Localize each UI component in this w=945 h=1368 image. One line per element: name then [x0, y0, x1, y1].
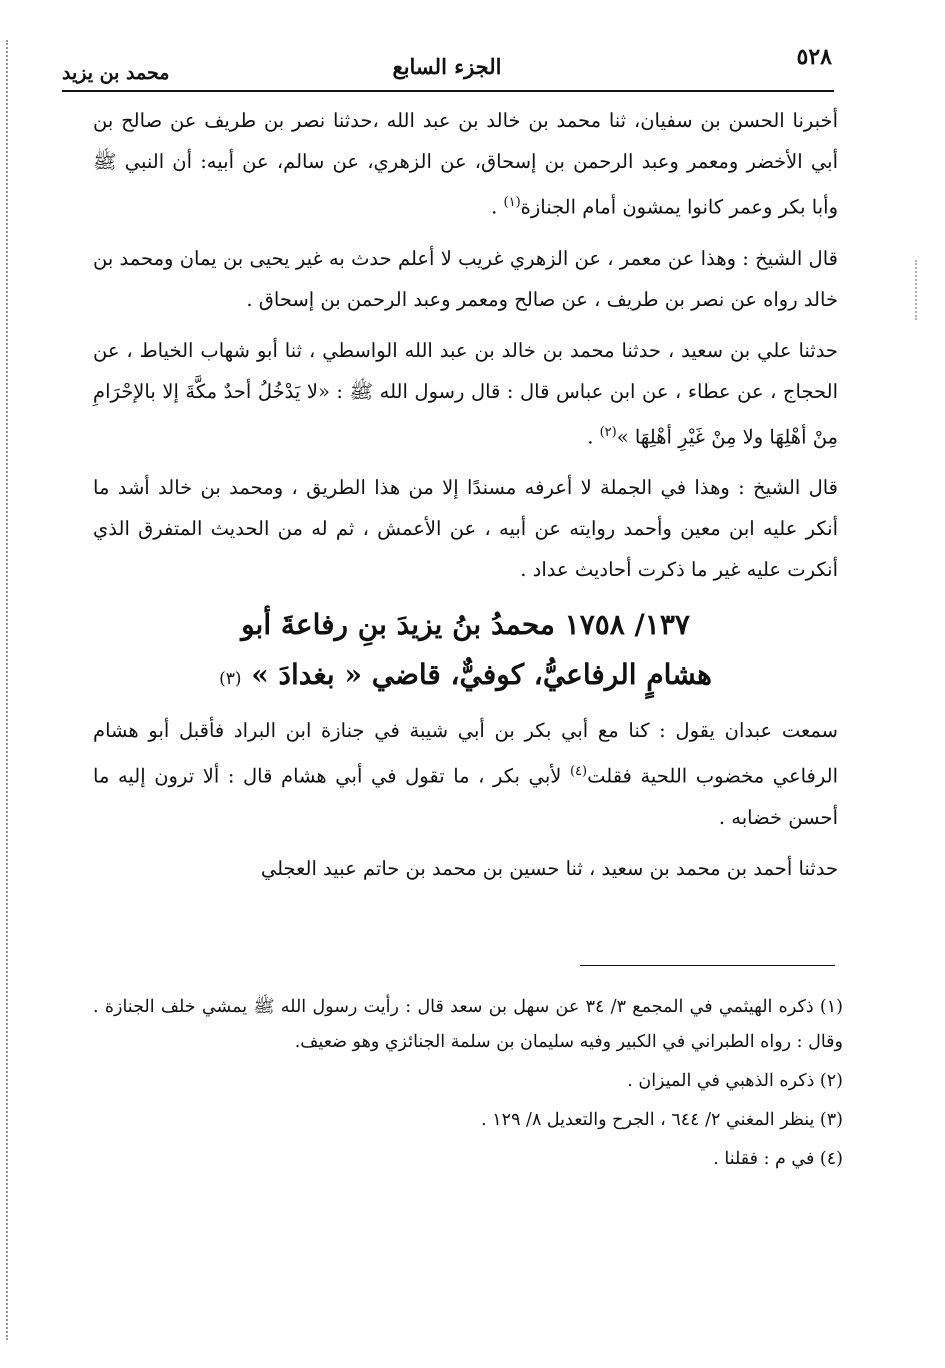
- footnote-marker: (٤): [569, 764, 588, 779]
- header-rule: [62, 90, 834, 92]
- footnote: (٢) ذكره الذهبي في الميزان .: [627, 1071, 843, 1091]
- paragraph-text: قال الشيخ : وهذا في الجملة لا أعرفه مسندًا إلا من هذا الطريق ، ومحمد بن خالد أشد ما أنكر عليه ابن معين وأحمد روايته عن أبيه ، عن الأعمش ، ثم له من الحديث المتفرق الذي أنكرت عليه غير ما ذكرت أحاديث عداد .: [93, 476, 838, 581]
- main-text: [93, 100, 838, 899]
- running-title: الجزء السابع: [392, 54, 502, 79]
- scan-edge-right: [915, 260, 917, 320]
- footnote: (٤) في م : فقلنا .: [713, 1149, 843, 1169]
- entry-heading-line-2: [93, 650, 838, 704]
- page-header: [62, 42, 832, 88]
- paragraph: [93, 238, 838, 320]
- paragraph-text: حدثنا علي بن سعيد ، حدثنا محمد بن خالد بن عبد الله الواسطي ، ثنا أبو شهاب الخياط ، عن الحجاج ، عن عطاء ، عن ابن عباس قال : قال رسول الله ﷺ : «لا يَدْخُلُ أحدٌ مكَّةَ إلا بالإحْرَامِ مِنْ أهْلِهَا ولا مِنْ غَيْرِ أهْلِهَا »: [93, 338, 838, 448]
- footnote-marker: (٢): [599, 424, 617, 440]
- footnote-marker: (٣): [219, 669, 242, 689]
- footnote: (٣) ينظر المغني ٢/ ٦٤٤ ، الجرح والتعديل ٨/ ١٢٩ .: [481, 1110, 843, 1130]
- paragraph: [93, 710, 838, 838]
- entry-heading: [93, 600, 838, 704]
- footnote: (١) ذكره الهيثمي في المجمع ٣/ ٣٤ عن سهل بن سعد قال : رأيت رسول الله ﷺ يمشي خلف الجنازة . وقال : رواه الطبراني في الكبير وفيه سليمان بن سلمة الجنائزي وهو ضعيف.: [93, 997, 843, 1052]
- running-name: محمد بن يزيد: [62, 62, 170, 84]
- scan-edge-left: [6, 40, 8, 1340]
- paragraph-text: حدثنا أحمد بن محمد بن سعيد ، ثنا حسين بن محمد بن حاتم عبيد العجلي: [260, 856, 838, 880]
- paragraph-text: أخبرنا الحسن بن سفيان، ثنا محمد بن خالد بن عبد الله ،حدثنا نصر بن طريف عن صالح بن أبي الأخضر ومعمر وعبد الرحمن بن إسحاق، عن الزهري، عن سالم، عن أبيه: أن النبي ﷺ وأبا بكر وعمر كانوا يمشون أمام الجنازة: [93, 109, 838, 219]
- page-number: ٥٢٨: [796, 44, 832, 70]
- footnote-marker: (١): [503, 195, 521, 210]
- entry-heading-text: هشامٍ الرفاعيُّ، كوفيٌّ، قاضي « بغدادَ »: [251, 658, 712, 691]
- paragraph-text: قال الشيخ : وهذا عن معمر ، عن الزهري غريب لا أعلم حدث به غير يحيى بن يمان ومحمد بن خالد رواه عن نصر بن طريف ، عن صالح ومعمر وعبد الرحمن بن إسحاق .: [93, 246, 838, 311]
- paragraph: أخبرنا الحسن بن سفيان، ثنا محمد بن خالد بن عبد الله ،حدثنا نصر بن طريف عن صالح بن أبي الأخضر ومعمر وعبد الرحمن بن إسحاق، عن الزهري، عن سالم، عن أبيه: أن النبي ﷺ وأبا بكر وعمر كانوا يمشون أمام الجنازة$^{(١)}$ .: [93, 109, 838, 219]
- paragraph: [93, 467, 838, 590]
- entry-heading-line: ١٣٧/ ١٧٥٨ محمدُ بنُ يزيدَ بنِ رفاعةَ أبو: [241, 608, 690, 641]
- paragraph: حدثنا علي بن سعيد ، حدثنا محمد بن خالد بن عبد الله الواسطي ، ثنا أبو شهاب الخياط ، عن الحجاج ، عن عطاء ، عن ابن عباس قال : قال رسول الله ﷺ : «لا يَدْخُلُ أحدٌ مكَّةَ إلا بالإحْرَامِ مِنْ أهْلِهَا ولا مِنْ غَيْرِ أهْلِهَا »$^{(٢)}$ .: [93, 338, 838, 448]
- paragraph-text: سمعت عبدان يقول : كنا مع أبي بكر بن أبي شيبة في جنازة ابن البراد فأقبل أبو هشام الرفاعي مخضوب اللحية فقلت: [93, 719, 838, 788]
- footnotes: [93, 990, 843, 1181]
- paragraph: [93, 848, 838, 889]
- paragraph-text-continued: لأبي بكر ، ما تقول في أبي هشام قال : ألا ترون إليه ما أحسن خضابه .: [93, 764, 838, 829]
- footnote-separator: [580, 965, 835, 966]
